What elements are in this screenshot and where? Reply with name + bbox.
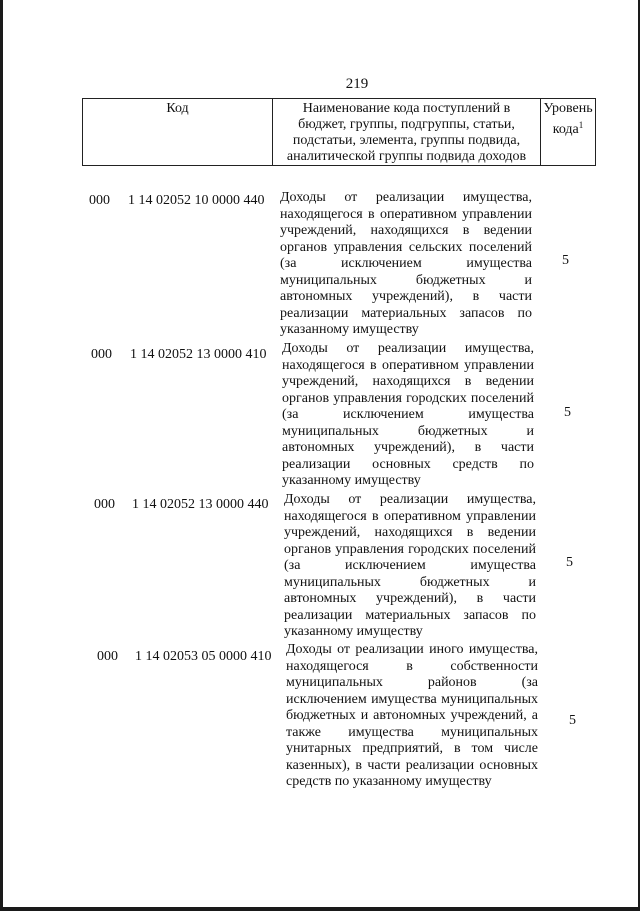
header-code-label: Код: [166, 101, 189, 116]
header-name-cell: [273, 99, 541, 166]
revenue-description: Доходы от реализации имущества, находящегося в оперативном управлении учреждений, находящихся в ведении органов управления городских поселений (за исключением имущества муниципальных бюджетных и автономных учреждений), в части реализации материальных запасов по указанному имуществу: [284, 492, 536, 639]
code-level: 5: [562, 253, 569, 268]
admin-code: 000: [94, 497, 115, 512]
header-name-label: Наименование кода поступлений в бюджет, группы, подгруппы, статьи, подстатьи, элемента, группы подвида, аналитической группы подвида доходов: [286, 101, 527, 164]
header-level-footnote: 1: [578, 120, 584, 130]
code-level: 5: [564, 405, 571, 420]
revenue-description: Доходы от реализации имущества, находящегося в оперативном управлении учреждений, находящихся в ведении органов управления сельских поселений (за исключением имущества муниципальных бюджетных и автономных учреждений), в части реализации материальных запасов по указанному имуществу: [280, 190, 532, 337]
header-level-cell: [541, 99, 596, 166]
admin-code: 000: [91, 347, 112, 362]
scan-edge-bottom: [0, 907, 640, 911]
page-number: 219: [345, 76, 369, 92]
revenue-description: Доходы от реализации иного имущества, находящегося в собственности муниципальных районов (за исключением имущества муниципальных бюджетных и автономных учреждений, а также имущества муниципальных унитарных предприятий, в том числе казенных), в части реализации основных средств по указанному имуществу: [286, 642, 538, 789]
header-code-cell: [83, 99, 273, 166]
revenue-description: Доходы от реализации имущества, находящегося в оперативном управлении учреждений, находящихся в ведении органов управления городских поселений (за исключением имущества муниципальных бюджетных и автономных учреждений), в части реализации основных средств по указанному имуществу: [282, 341, 534, 488]
revenue-code: 1 14 02052 13 0000 440: [132, 497, 269, 512]
revenue-code: 1 14 02052 13 0000 410: [130, 347, 267, 362]
revenue-code: 1 14 02052 10 0000 440: [128, 193, 265, 208]
revenue-code: 1 14 02053 05 0000 410: [135, 649, 272, 664]
code-level: 5: [566, 555, 573, 570]
table-header: [82, 98, 596, 166]
admin-code: 000: [89, 193, 110, 208]
code-level: 5: [569, 713, 576, 728]
header-level-label: Уровень кода: [543, 101, 593, 137]
admin-code: 000: [97, 649, 118, 664]
scan-edge-left: [0, 0, 3, 911]
